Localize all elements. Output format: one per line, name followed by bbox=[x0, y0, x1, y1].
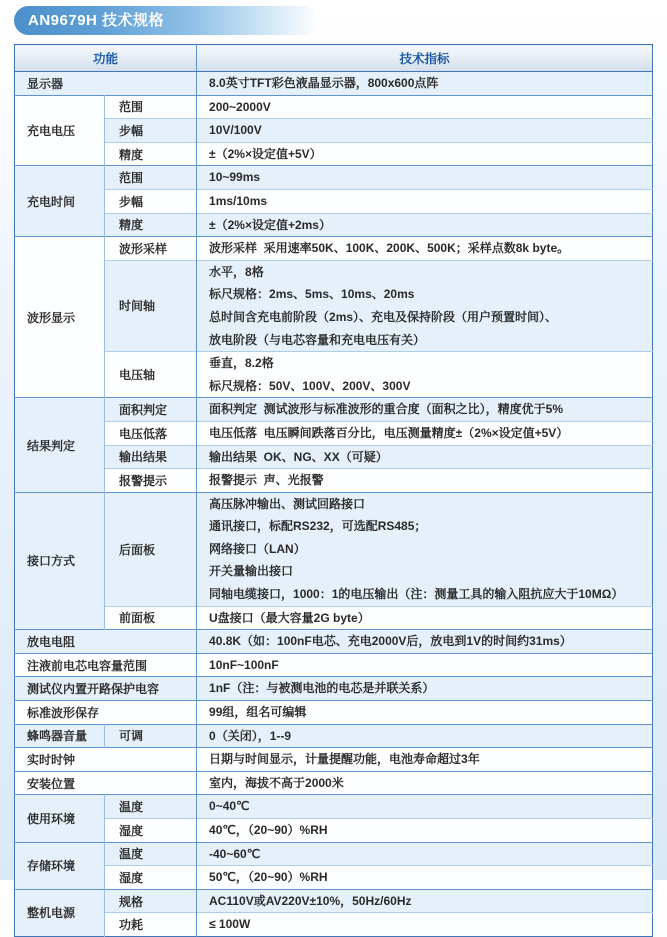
value-cell bbox=[197, 771, 653, 795]
value-cell bbox=[197, 889, 653, 913]
category-cell: 充电时间 bbox=[15, 166, 105, 237]
value-line: U盘接口（最大容量2G byte） bbox=[209, 610, 370, 625]
category-cell: 结果判定 bbox=[15, 398, 105, 492]
value-line: 输出结果 OK、NG、XX（可疑） bbox=[209, 449, 388, 464]
value-line: 40℃，（20~90）%RH bbox=[209, 823, 328, 837]
table-row bbox=[15, 213, 653, 237]
table-row bbox=[15, 421, 653, 445]
header-row bbox=[15, 45, 653, 72]
value-cell bbox=[197, 119, 653, 143]
value-cell bbox=[197, 724, 653, 748]
subcategory-cell: 时间轴 bbox=[105, 260, 197, 351]
value-line: 50℃，（20~90）%RH bbox=[209, 870, 328, 885]
spec-table bbox=[14, 44, 653, 937]
value-cell bbox=[197, 421, 653, 445]
subcategory-cell: 步幅 bbox=[105, 189, 197, 213]
table-row bbox=[15, 771, 653, 795]
value-cell bbox=[197, 701, 653, 725]
table-row bbox=[15, 724, 653, 748]
table-row bbox=[15, 866, 653, 890]
subcategory-cell: 精度 bbox=[105, 142, 197, 166]
value-line: 10nF~100nF bbox=[209, 657, 279, 672]
subcategory-cell: 电压轴 bbox=[105, 352, 197, 398]
value-line: 垂直，8.2格 bbox=[209, 356, 274, 371]
category-cell: 显示器 bbox=[15, 72, 197, 96]
value-cell bbox=[197, 492, 653, 606]
value-line: 波形采样 采用速率50K、100K、200K、500K；采样点数8k byte。 bbox=[209, 241, 570, 256]
subcategory-cell: 温度 bbox=[105, 795, 197, 819]
value-line: 日期与时间显示，计量提醒功能，电池寿命超过3年 bbox=[209, 752, 480, 767]
subcategory-cell: 湿度 bbox=[105, 866, 197, 890]
value-cell bbox=[197, 866, 653, 890]
value-line: 标尺规格：50V、100V、200V、300V bbox=[209, 378, 411, 393]
value-line: 面积判定 测试波形与标准波形的重合度（面积之比），精度优于5% bbox=[209, 402, 564, 417]
category-cell: 接口方式 bbox=[15, 492, 105, 630]
column-header-spec: 技术指标 bbox=[197, 45, 653, 72]
value-line: 水平，8格 bbox=[209, 264, 264, 279]
value-cell bbox=[197, 748, 653, 772]
table-row bbox=[15, 819, 653, 843]
value-line: 0~40℃ bbox=[209, 799, 250, 814]
page-title: AN9679H 技术规格 bbox=[28, 12, 165, 29]
value-cell bbox=[197, 630, 653, 654]
subcategory-cell: 输出结果 bbox=[105, 445, 197, 469]
value-line: 网络接口（LAN） bbox=[209, 541, 306, 556]
value-line: -40~60℃ bbox=[209, 846, 261, 861]
table-row bbox=[15, 398, 653, 422]
category-cell: 蜂鸣器音量 bbox=[15, 724, 105, 748]
table-row bbox=[15, 630, 653, 654]
value-line: 报警提示 声、光报警 bbox=[209, 473, 324, 488]
subcategory-cell: 温度 bbox=[105, 842, 197, 866]
value-cell bbox=[197, 142, 653, 166]
subcategory-cell: 功耗 bbox=[105, 913, 197, 937]
value-cell bbox=[197, 237, 653, 261]
table-row bbox=[15, 237, 653, 261]
value-cell bbox=[197, 913, 653, 937]
table-row bbox=[15, 142, 653, 166]
category-cell: 存储环境 bbox=[15, 842, 105, 889]
value-cell bbox=[197, 653, 653, 677]
table-row bbox=[15, 889, 653, 913]
table-row bbox=[15, 653, 653, 677]
subcategory-cell: 范围 bbox=[105, 166, 197, 190]
value-line: 电压低落 电压瞬间跌落百分比，电压测量精度±（2%×设定值+5V） bbox=[209, 425, 569, 440]
value-line: 0（关闭），1--9 bbox=[209, 728, 292, 743]
value-line: AC110V或AV220V±10%，50Hz/60Hz bbox=[209, 893, 412, 908]
value-cell bbox=[197, 166, 653, 190]
value-line: 开关量输出接口 bbox=[209, 564, 294, 579]
category-cell: 使用环境 bbox=[15, 795, 105, 842]
category-cell: 标准波形保存 bbox=[15, 701, 197, 725]
table-row bbox=[15, 352, 653, 398]
value-line: 99组，组名可编辑 bbox=[209, 705, 307, 720]
subcategory-cell: 前面板 bbox=[105, 606, 197, 630]
value-cell bbox=[197, 398, 653, 422]
category-cell: 放电电阻 bbox=[15, 630, 197, 654]
subcategory-cell: 波形采样 bbox=[105, 237, 197, 261]
table-row bbox=[15, 677, 653, 701]
value-line: 200~2000V bbox=[209, 99, 271, 114]
table-row bbox=[15, 260, 653, 351]
category-cell: 充电电压 bbox=[15, 95, 105, 166]
table-row bbox=[15, 72, 653, 96]
value-line: 总时间含充电前阶段（2ms）、充电及保持阶段（用户预置时间）、 bbox=[209, 309, 558, 324]
value-cell bbox=[197, 352, 653, 398]
value-cell bbox=[197, 795, 653, 819]
value-cell bbox=[197, 213, 653, 237]
value-line: ±（2%×设定值+2ms） bbox=[209, 217, 331, 232]
table-row bbox=[15, 445, 653, 469]
value-cell bbox=[197, 260, 653, 351]
table-row bbox=[15, 469, 653, 493]
value-line: ±（2%×设定值+5V） bbox=[209, 146, 322, 161]
subcategory-cell: 精度 bbox=[105, 213, 197, 237]
page-title-banner bbox=[14, 6, 319, 35]
subcategory-cell: 范围 bbox=[105, 95, 197, 119]
table-row bbox=[15, 913, 653, 937]
value-line: 1nF（注：与被测电池的电芯是并联关系） bbox=[209, 681, 435, 696]
category-cell: 安装位置 bbox=[15, 771, 197, 795]
value-line: 40.8K（如：100nF电芯、充电2000V后，放电到1V的时间约31ms） bbox=[209, 634, 572, 649]
column-header-function: 功能 bbox=[15, 45, 197, 72]
table-row bbox=[15, 842, 653, 866]
table-row bbox=[15, 166, 653, 190]
subcategory-cell: 报警提示 bbox=[105, 469, 197, 493]
subcategory-cell: 步幅 bbox=[105, 119, 197, 143]
table-row bbox=[15, 748, 653, 772]
table-row bbox=[15, 95, 653, 119]
subcategory-cell: 湿度 bbox=[105, 819, 197, 843]
value-line: 同轴电缆接口，1000：1的电压输出（注：测量工具的输入阻抗应大于10MΩ） bbox=[209, 587, 624, 602]
value-line: 通讯接口，标配RS232，可选配RS485； bbox=[209, 519, 427, 534]
value-line: 高压脉冲输出、测试回路接口 bbox=[209, 496, 366, 511]
value-cell bbox=[197, 469, 653, 493]
value-cell bbox=[197, 445, 653, 469]
value-cell bbox=[197, 819, 653, 843]
value-line: 10V/100V bbox=[209, 123, 262, 138]
value-line: 放电阶段（与电芯容量和充电电压有关） bbox=[209, 332, 426, 347]
subcategory-cell: 后面板 bbox=[105, 492, 197, 606]
value-line: 8.0英寸TFT彩色液晶显示器，800x600点阵 bbox=[209, 76, 439, 90]
table-row bbox=[15, 795, 653, 819]
value-cell bbox=[197, 606, 653, 630]
value-cell bbox=[197, 72, 653, 96]
value-line: 标尺规格：2ms、5ms、10ms、20ms bbox=[209, 287, 415, 302]
value-line: 室内，海拔不高于2000米 bbox=[209, 775, 344, 790]
value-line: 1ms/10ms bbox=[209, 193, 268, 208]
category-cell: 测试仪内置开路保护电容 bbox=[15, 677, 197, 701]
value-line: ≤ 100W bbox=[209, 917, 251, 932]
table-row bbox=[15, 492, 653, 606]
value-cell bbox=[197, 95, 653, 119]
subcategory-cell: 规格 bbox=[105, 889, 197, 913]
table-row bbox=[15, 606, 653, 630]
value-cell bbox=[197, 842, 653, 866]
table-row bbox=[15, 701, 653, 725]
subcategory-cell: 电压低落 bbox=[105, 421, 197, 445]
category-cell: 实时时钟 bbox=[15, 748, 197, 772]
subcategory-cell: 可调 bbox=[105, 724, 197, 748]
category-cell: 波形显示 bbox=[15, 237, 105, 398]
table-row bbox=[15, 189, 653, 213]
value-cell bbox=[197, 189, 653, 213]
category-cell: 整机电源 bbox=[15, 889, 105, 936]
value-cell bbox=[197, 677, 653, 701]
table-row bbox=[15, 119, 653, 143]
category-cell: 注液前电芯电容量范围 bbox=[15, 653, 197, 677]
subcategory-cell: 面积判定 bbox=[105, 398, 197, 422]
value-line: 10~99ms bbox=[209, 170, 261, 185]
